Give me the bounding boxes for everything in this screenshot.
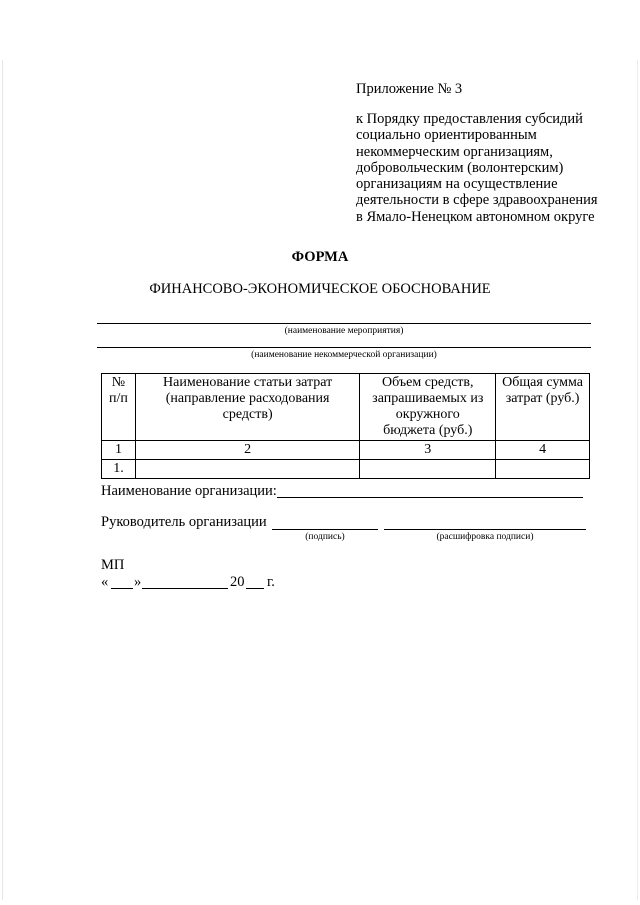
header-text: Объем средств,: [382, 375, 474, 390]
org-name-line: [97, 347, 591, 348]
header-cell-cost-item: [135, 374, 359, 441]
appendix-line: к Порядку предоставления субсидий: [356, 111, 583, 127]
header-text: Общая сумма: [502, 375, 584, 390]
table-row: [102, 460, 590, 479]
appendix-title: Приложение № 3: [356, 81, 463, 97]
header-cell-total: [496, 374, 590, 441]
header-cell-number: [102, 374, 136, 441]
table-cell: 1: [102, 441, 136, 460]
header-text: затрат (руб.): [505, 391, 580, 406]
org-name-caption: (наименование некоммерческой организации): [251, 350, 437, 360]
date-close-quote: »: [134, 574, 142, 590]
table-cell: 4: [496, 441, 590, 460]
header-text: п/п: [109, 391, 128, 406]
header-text: №: [111, 375, 126, 390]
seal-label: МП: [101, 557, 125, 573]
signature-caption: (подпись): [305, 532, 345, 542]
org-label: Наименование организации:: [101, 483, 277, 499]
date-open-quote: «: [101, 574, 109, 590]
form-label: ФОРМА: [291, 249, 349, 265]
header-text: средств): [222, 407, 273, 422]
table-cell[interactable]: 1.: [102, 460, 136, 479]
table-cell[interactable]: [360, 460, 496, 479]
signature-decoding-field[interactable]: [384, 529, 586, 530]
appendix-line: организациям на осуществление: [356, 176, 558, 193]
signature-field[interactable]: [272, 529, 378, 530]
date-year-field[interactable]: [246, 588, 264, 589]
appendix-line: добровольческим (волонтерским): [356, 159, 564, 176]
date-day-field[interactable]: [111, 588, 133, 589]
event-name-caption: (наименование мероприятия): [284, 326, 404, 336]
year-suffix: г.: [267, 574, 275, 590]
table-cell: 2: [135, 441, 359, 460]
header-text: окружного: [395, 407, 460, 422]
event-name-line: [97, 323, 591, 324]
appendix-line: деятельности в сфере здравоохранения: [356, 192, 598, 209]
date-month-field[interactable]: [142, 588, 228, 589]
header-cell-requested-amount: [360, 374, 496, 441]
year-prefix: 20: [230, 574, 245, 590]
scan-edge-right: [637, 60, 638, 900]
head-label: Руководитель организации: [101, 514, 267, 530]
table-cell[interactable]: [496, 460, 590, 479]
appendix-line: социально ориентированным: [356, 127, 537, 144]
scan-edge-left: [2, 60, 3, 900]
appendix-line: в Ямало-Ненецком автономном округе: [356, 208, 595, 225]
header-text: запрашиваемых из: [372, 391, 484, 406]
document-title: ФИНАНСОВО-ЭКОНОМИЧЕСКОЕ ОБОСНОВАНИЕ: [149, 281, 491, 297]
table-cell[interactable]: [135, 460, 359, 479]
header-text: бюджета (руб.): [383, 423, 473, 438]
appendix-line: некоммерческим организациям,: [356, 143, 553, 160]
table-header-row: [102, 374, 590, 441]
header-text: Наименование статьи затрат: [163, 375, 333, 390]
appendix-body: [356, 111, 626, 225]
table-numbering-row: [102, 441, 590, 460]
table-cell: 3: [360, 441, 496, 460]
cost-table: [101, 373, 590, 479]
org-name-field[interactable]: [277, 497, 583, 498]
header-text: (направление расходования: [165, 391, 330, 406]
decoding-caption: (расшифровка подписи): [436, 532, 534, 542]
